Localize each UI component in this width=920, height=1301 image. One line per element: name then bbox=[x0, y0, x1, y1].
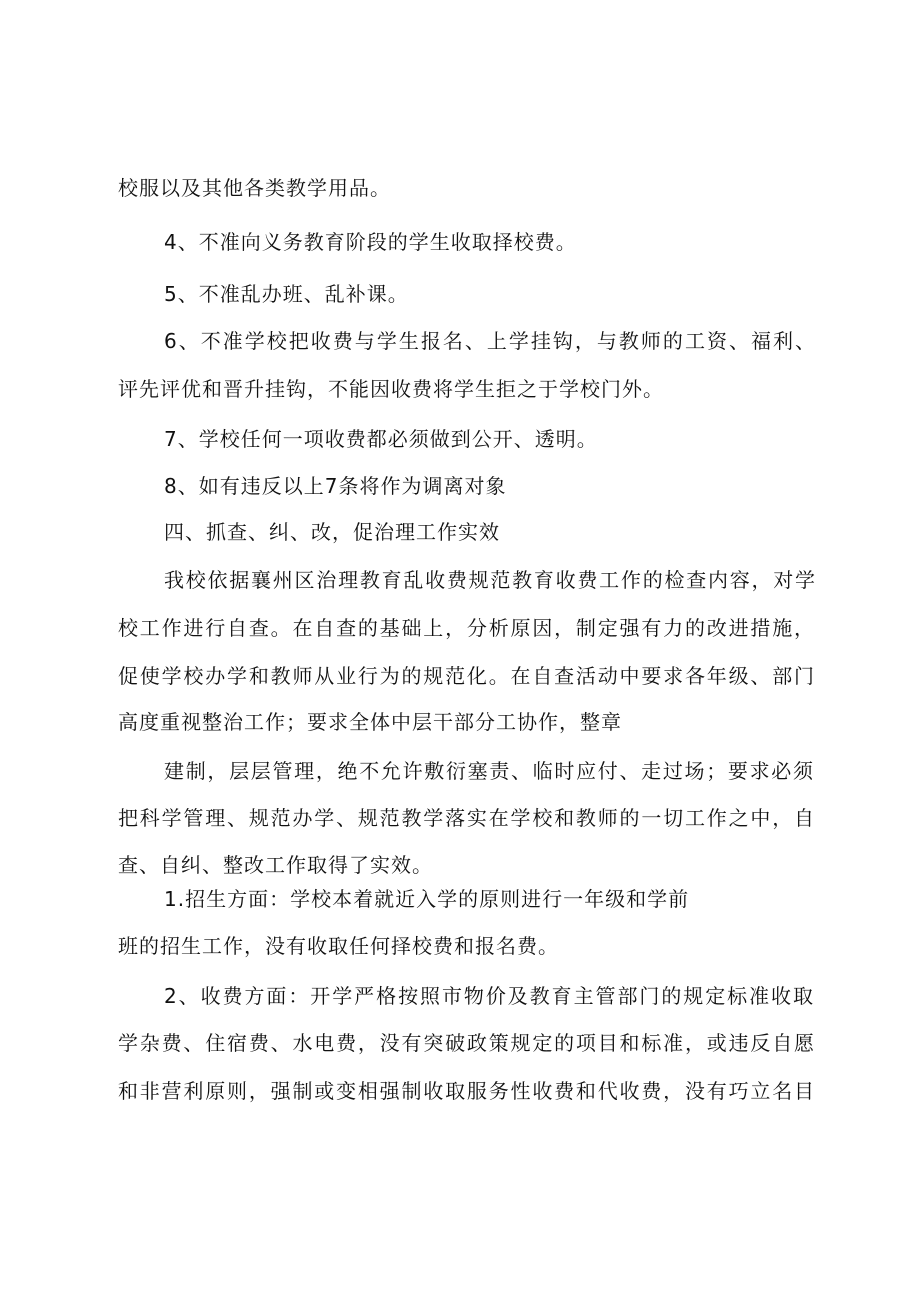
text-line: 校服以及其他各类教学用品。 bbox=[118, 176, 391, 200]
text-line: 4、不准向义务教育阶段的学生收取择校费。 bbox=[164, 230, 577, 254]
text-line: 查、自纠、整改工作取得了实效。 bbox=[118, 853, 433, 877]
text-line: 班的招生工作，没有收取任何择校费和报名费。 bbox=[118, 934, 559, 958]
text-line: 评先评优和晋升挂钩，不能因收费将学生拒之于学校门外。 bbox=[118, 377, 664, 401]
text-line: 和非营利原则，强制或变相强制收取服务性收费和代收费，没有巧立名目 bbox=[118, 1079, 815, 1103]
text-line: 1.招生方面：学校本着就近入学的原则进行一年级和学前 bbox=[164, 887, 690, 911]
text-line: 8、如有违反以上7条将作为调离对象 bbox=[164, 474, 507, 498]
text-line: 把科学管理、规范办学、规范教学落实在学校和教师的一切工作之中，自 bbox=[118, 806, 815, 830]
section-heading: 四、抓查、纠、改，促治理工作实效 bbox=[164, 520, 500, 544]
text-line: 5、不准乱办班、乱补课。 bbox=[164, 282, 409, 306]
text-line: 建制，层层管理，绝不允许敷衍塞责、临时应付、走过场；要求必须 bbox=[164, 759, 814, 783]
text-line: 6、不准学校把收费与学生报名、上学挂钩，与教师的工资、福利、 bbox=[164, 329, 816, 353]
text-line: 学杂费、住宿费、水电费，没有突破政策规定的项目和标准，或违反自愿 bbox=[118, 1031, 815, 1055]
text-line: 7、学校任何一项收费都必须做到公开、透明。 bbox=[164, 427, 598, 451]
text-line: 校工作进行自查。在自查的基础上，分析原因，制定强有力的改进措施， bbox=[118, 616, 815, 640]
text-line: 我校依据襄州区治理教育乱收费规范教育收费工作的检查内容，对学 bbox=[164, 568, 816, 592]
text-line: 2、收费方面：开学严格按照市物价及教育主管部门的规定标准收取 bbox=[164, 984, 814, 1008]
text-line: 促使学校办学和教师从业行为的规范化。在自查活动中要求各年级、部门 bbox=[118, 664, 815, 688]
text-line: 高度重视整治工作；要求全体中层干部分工协作，整章 bbox=[118, 710, 622, 734]
